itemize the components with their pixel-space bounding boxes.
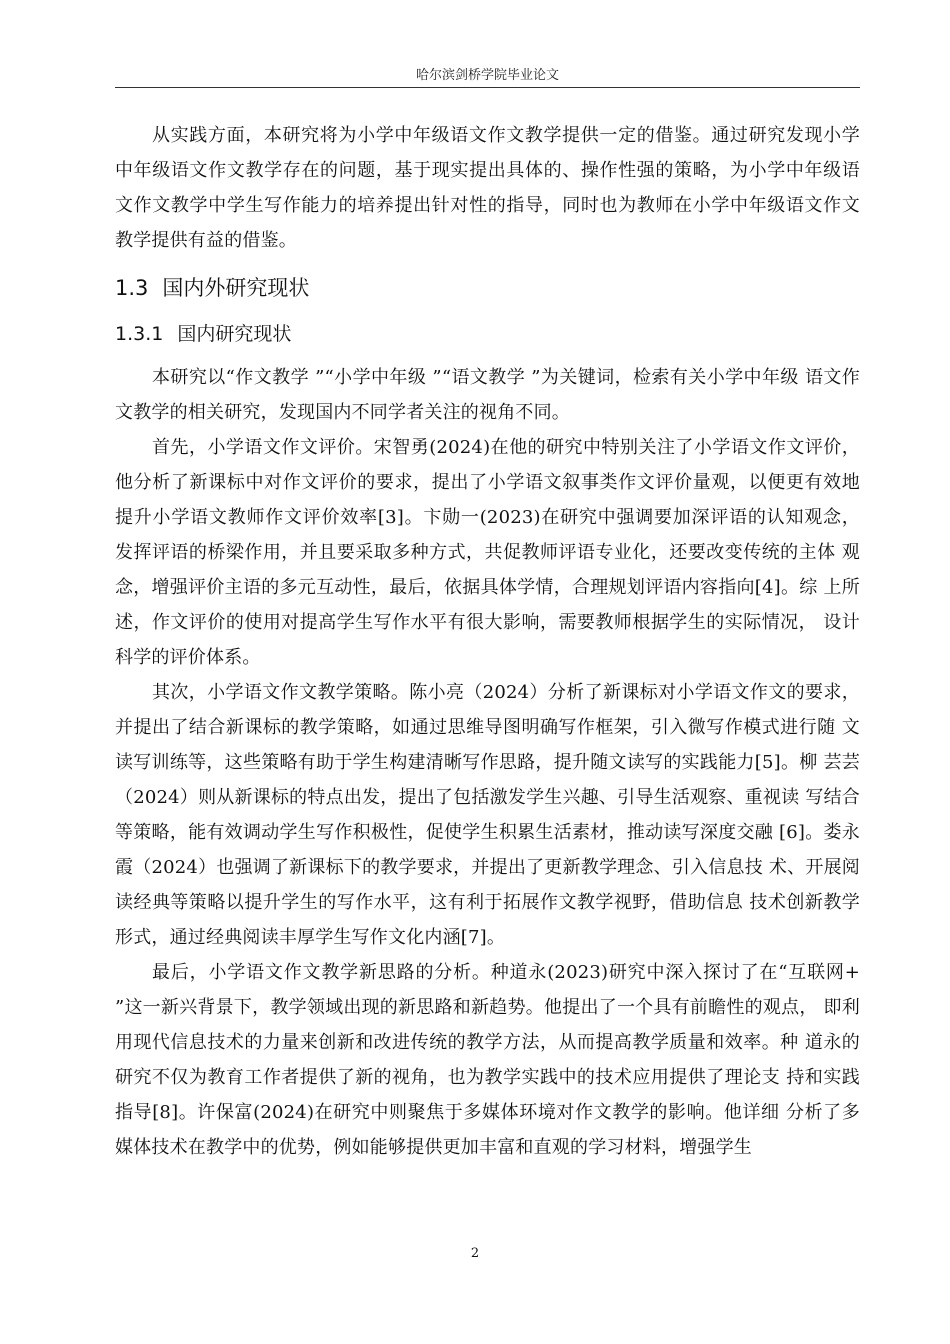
subsection-number: 1.3.1 [115,323,164,345]
paragraph-strategies: 其次，小学语文作文教学策略。陈小亮（2024）分析了新课标对小学语文作文的要求， 并提出了结合新课标的教学策略，如通过思维导图明确写作框架，引入微写作模式进行随 文读写训练等，这些策略有助于学生构建清晰写作思路，提升随文读写的实践能力[5]。柳 芸芸（2024）则从新课标的特点出发，提出了包括激发学生兴趣、引导生活观察、重视读 写结合等策略，能有效调动学生写作积极性，促使学生积累生活素材，推动读写深度交融 [6]。娄永霞（2024）也强调了新课标下的教学要求，并提出了更新教学理念、引入信息技 术、开展阅读经典等策略以提升学生的写作水平，这有利于拓展作文教学视野，借助信息 技术创新教学形式，通过经典阅读丰厚学生写作文化内涵[7]。 [115,682,860,948]
document-body [115,118,860,1165]
section-number: 1.3 [115,276,149,300]
subsection-title: 国内研究现状 [177,323,292,345]
paragraph-evaluation: 首先，小学语文作文评价。宋智勇(2024)在他的研究中特别关注了小学语文作文评价，他分析了新课标中对作文评价的要求，提出了小学语文叙事类作文评价量观，以便更有效地提升小学语文教师作文评价效率[3]。卞勋一(2023)在研究中强调要加深评语的认知观念， 发挥评语的桥梁作用，并且要采取多种方式，共促教师评语专业化，还要改变传统的主体 观念，增强评价主语的多元互动性，最后，依据具体学情，合理规划评语内容指向[4]。综 上所述，作文评价的使用对提高学生写作水平有很大影响，需要教师根据学生的实际情况， 设计科学的评价体系。 [115,437,860,668]
paragraph-new-ideas: 最后，小学语文作文教学新思路的分析。种道永(2023)研究中深入探讨了在“互联网+ ”这一新兴背景下，教学领域出现的新思路和新趋势。他提出了一个具有前瞻性的观点， 即利用现代信息技术的力量来创新和改进传统的教学方法，从而提高教学质量和效率。种 道永的研究不仅为教育工作者提供了新的视角，也为教学实践中的技术应用提供了理论支 持和实践指导[8]。许保富(2024)在研究中则聚焦于多媒体环境对作文教学的影响。他详细 分析了多媒体技术在教学中的优势，例如能够提供更加丰富和直观的学习材料，增强学生 [115,962,860,1158]
paragraph-keywords: 本研究以“作文教学 ”“小学中年级 ”“语文教学 ”为关键词，检索有关小学中年级 语文作文教学的相关研究，发现国内不同学者关注的视角不同。 [115,367,860,423]
page-number: 2 [470,1246,480,1261]
header-divider [115,87,860,88]
page-header: 哈尔滨剑桥学院毕业论文 [415,68,559,83]
subsection-heading [115,312,860,356]
section-title: 国内外研究现状 [162,276,310,300]
section-heading [115,266,860,310]
paragraph-practical-significance: 从实践方面，本研究将为小学中年级语文作文教学提供一定的借鉴。通过研究发现小学中年级语文作文教学存在的问题，基于现实提出具体的、操作性强的策略，为小学中年级语文作文教学中学生写作能力的培养提出针对性的指导，同时也为教师在小学中年级语文作文教学提供有益的借鉴。 [115,125,860,251]
